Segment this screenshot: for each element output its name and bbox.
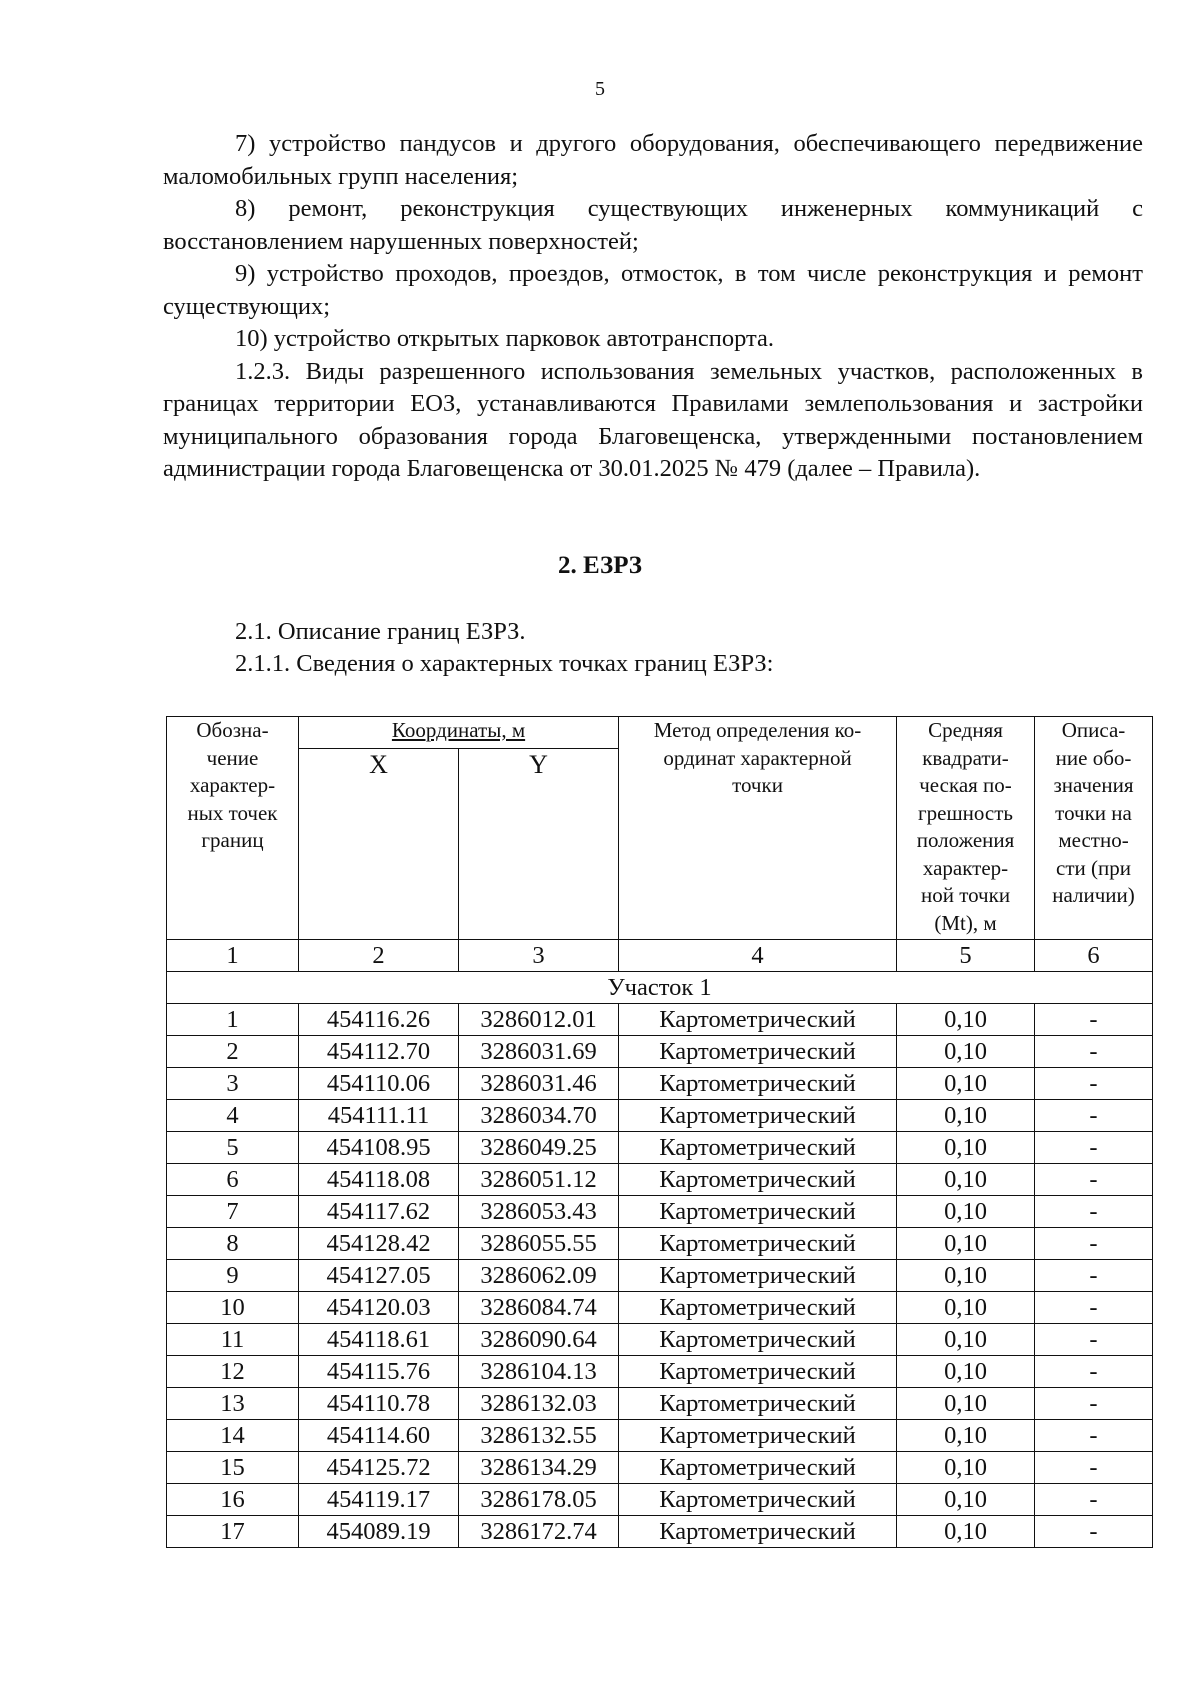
header-x: X [299,749,459,940]
x-coordinate: 454125.72 [299,1452,459,1484]
x-coordinate: 454110.06 [299,1068,459,1100]
point-number: 16 [167,1484,299,1516]
header-description: Описа- ние обо- значения точки на местно- сти (при наличии) [1035,717,1153,940]
description-cell: - [1035,1452,1153,1484]
y-coordinate: 3286049.25 [459,1132,619,1164]
method-cell: Картометрический [619,1292,897,1324]
column-number: 1 [167,940,299,972]
plot-row [167,972,1153,1004]
point-number: 10 [167,1292,299,1324]
y-coordinate: 3286134.29 [459,1452,619,1484]
description-cell: - [1035,1004,1153,1036]
description-cell: - [1035,1260,1153,1292]
point-number: 14 [167,1420,299,1452]
body-text [163,128,1143,486]
method-cell: Картометрический [619,1036,897,1068]
method-cell: Картометрический [619,1388,897,1420]
subsection-subtitle: 2.1.1. Сведения о характерных точках границ ЕЗРЗ: [235,650,774,677]
table-row [167,1036,1153,1068]
point-number: 9 [167,1260,299,1292]
description-cell: - [1035,1196,1153,1228]
error-cell: 0,10 [897,1452,1035,1484]
table-row [167,1068,1153,1100]
point-number: 1 [167,1004,299,1036]
y-coordinate: 3286053.43 [459,1196,619,1228]
plot-label: Участок 1 [167,972,1153,1004]
header-y: Y [459,749,619,940]
description-cell: - [1035,1324,1153,1356]
x-coordinate: 454115.76 [299,1356,459,1388]
table-row [167,1004,1153,1036]
description-cell: - [1035,1036,1153,1068]
description-cell: - [1035,1164,1153,1196]
method-cell: Картометрический [619,1260,897,1292]
error-cell: 0,10 [897,1292,1035,1324]
description-cell: - [1035,1292,1153,1324]
paragraph-item-7: 7) устройство пандусов и другого оборудования, обеспечивающего передвижение маломобильных групп населения; [163,130,1143,190]
table-row [167,1260,1153,1292]
error-cell: 0,10 [897,1100,1035,1132]
y-coordinate: 3286172.74 [459,1516,619,1548]
paragraph-item-10: 10) устройство открытых парковок автотранспорта. [235,325,775,352]
x-coordinate: 454110.78 [299,1388,459,1420]
y-coordinate: 3286012.01 [459,1004,619,1036]
method-cell: Картометрический [619,1068,897,1100]
method-cell: Картометрический [619,1356,897,1388]
method-cell: Картометрический [619,1004,897,1036]
y-coordinate: 3286031.46 [459,1068,619,1100]
paragraph-1-2-3: 1.2.3. Виды разрешенного использования земельных участков, расположенных в границах территории ЕОЗ, устанавливаются Правилами землепользования и застройки муниципального образования города Благовещенска, утвержденными постановлением администрации города Благовещенска от 30.01.2025 № 479 (далее – Правила). [163,357,1143,482]
header-designation: Обозна- чение характер- ных точек границ [167,717,299,940]
method-cell: Картометрический [619,1100,897,1132]
error-cell: 0,10 [897,1004,1035,1036]
method-cell: Картометрический [619,1420,897,1452]
table-row [167,1388,1153,1420]
point-number: 4 [167,1100,299,1132]
y-coordinate: 3286132.03 [459,1388,619,1420]
description-cell: - [1035,1388,1153,1420]
error-cell: 0,10 [897,1036,1035,1068]
x-coordinate: 454089.19 [299,1516,459,1548]
point-number: 11 [167,1324,299,1356]
x-coordinate: 454128.42 [299,1228,459,1260]
description-cell: - [1035,1068,1153,1100]
point-number: 3 [167,1068,299,1100]
column-number-row [167,940,1153,972]
y-coordinate: 3286062.09 [459,1260,619,1292]
point-number: 12 [167,1356,299,1388]
x-coordinate: 454127.05 [299,1260,459,1292]
error-cell: 0,10 [897,1388,1035,1420]
paragraph-item-9: 9) устройство проходов, проездов, отмосток, в том числе реконструкция и ремонт существующих; [163,260,1143,320]
x-coordinate: 454112.70 [299,1036,459,1068]
x-coordinate: 454118.61 [299,1324,459,1356]
description-cell: - [1035,1100,1153,1132]
table-row [167,1196,1153,1228]
table-row [167,1164,1153,1196]
x-coordinate: 454117.62 [299,1196,459,1228]
point-number: 2 [167,1036,299,1068]
method-cell: Картометрический [619,1324,897,1356]
column-number: 4 [619,940,897,972]
points-table [166,716,1153,1548]
error-cell: 0,10 [897,1164,1035,1196]
table-row [167,1356,1153,1388]
error-cell: 0,10 [897,1516,1035,1548]
error-cell: 0,10 [897,1196,1035,1228]
column-number: 5 [897,940,1035,972]
table-row [167,1228,1153,1260]
page-number: 5 [595,78,605,100]
table-row [167,1420,1153,1452]
description-cell: - [1035,1484,1153,1516]
method-cell: Картометрический [619,1228,897,1260]
y-coordinate: 3286084.74 [459,1292,619,1324]
header-method: Метод определения ко- ординат характерной точки [619,717,897,940]
x-coordinate: 454119.17 [299,1484,459,1516]
y-coordinate: 3286132.55 [459,1420,619,1452]
point-number: 5 [167,1132,299,1164]
table-row [167,1132,1153,1164]
x-coordinate: 454111.11 [299,1100,459,1132]
column-number: 2 [299,940,459,972]
header-coordinates: Координаты, м [299,717,619,749]
point-number: 13 [167,1388,299,1420]
column-number: 3 [459,940,619,972]
column-number: 6 [1035,940,1153,972]
table-row [167,1100,1153,1132]
y-coordinate: 3286031.69 [459,1036,619,1068]
x-coordinate: 454120.03 [299,1292,459,1324]
paragraph-item-8: 8) ремонт, реконструкция существующих инженерных коммуникаций с восстановлением нарушенных поверхностей; [163,195,1143,255]
table-row [167,1484,1153,1516]
header-error: Средняя квадрати- ческая по- грешность положения характер- ной точки (Mt), м [897,717,1035,940]
point-number: 8 [167,1228,299,1260]
subsection-title: 2.1. Описание границ ЕЗРЗ. [235,618,526,645]
description-cell: - [1035,1228,1153,1260]
section-heading: 2. ЕЗРЗ [558,552,642,579]
description-cell: - [1035,1356,1153,1388]
y-coordinate: 3286034.70 [459,1100,619,1132]
y-coordinate: 3286055.55 [459,1228,619,1260]
description-cell: - [1035,1132,1153,1164]
method-cell: Картометрический [619,1484,897,1516]
error-cell: 0,10 [897,1260,1035,1292]
x-coordinate: 454108.95 [299,1132,459,1164]
method-cell: Картометрический [619,1516,897,1548]
point-number: 7 [167,1196,299,1228]
table-row [167,1292,1153,1324]
error-cell: 0,10 [897,1228,1035,1260]
y-coordinate: 3286178.05 [459,1484,619,1516]
error-cell: 0,10 [897,1068,1035,1100]
point-number: 17 [167,1516,299,1548]
error-cell: 0,10 [897,1132,1035,1164]
error-cell: 0,10 [897,1356,1035,1388]
point-number: 6 [167,1164,299,1196]
method-cell: Картометрический [619,1132,897,1164]
method-cell: Картометрический [619,1164,897,1196]
y-coordinate: 3286051.12 [459,1164,619,1196]
method-cell: Картометрический [619,1196,897,1228]
x-coordinate: 454116.26 [299,1004,459,1036]
point-number: 15 [167,1452,299,1484]
method-cell: Картометрический [619,1452,897,1484]
description-cell: - [1035,1420,1153,1452]
table-row [167,1324,1153,1356]
error-cell: 0,10 [897,1484,1035,1516]
table-row [167,1516,1153,1548]
x-coordinate: 454114.60 [299,1420,459,1452]
table-row [167,1452,1153,1484]
x-coordinate: 454118.08 [299,1164,459,1196]
y-coordinate: 3286090.64 [459,1324,619,1356]
y-coordinate: 3286104.13 [459,1356,619,1388]
error-cell: 0,10 [897,1420,1035,1452]
description-cell: - [1035,1516,1153,1548]
error-cell: 0,10 [897,1324,1035,1356]
